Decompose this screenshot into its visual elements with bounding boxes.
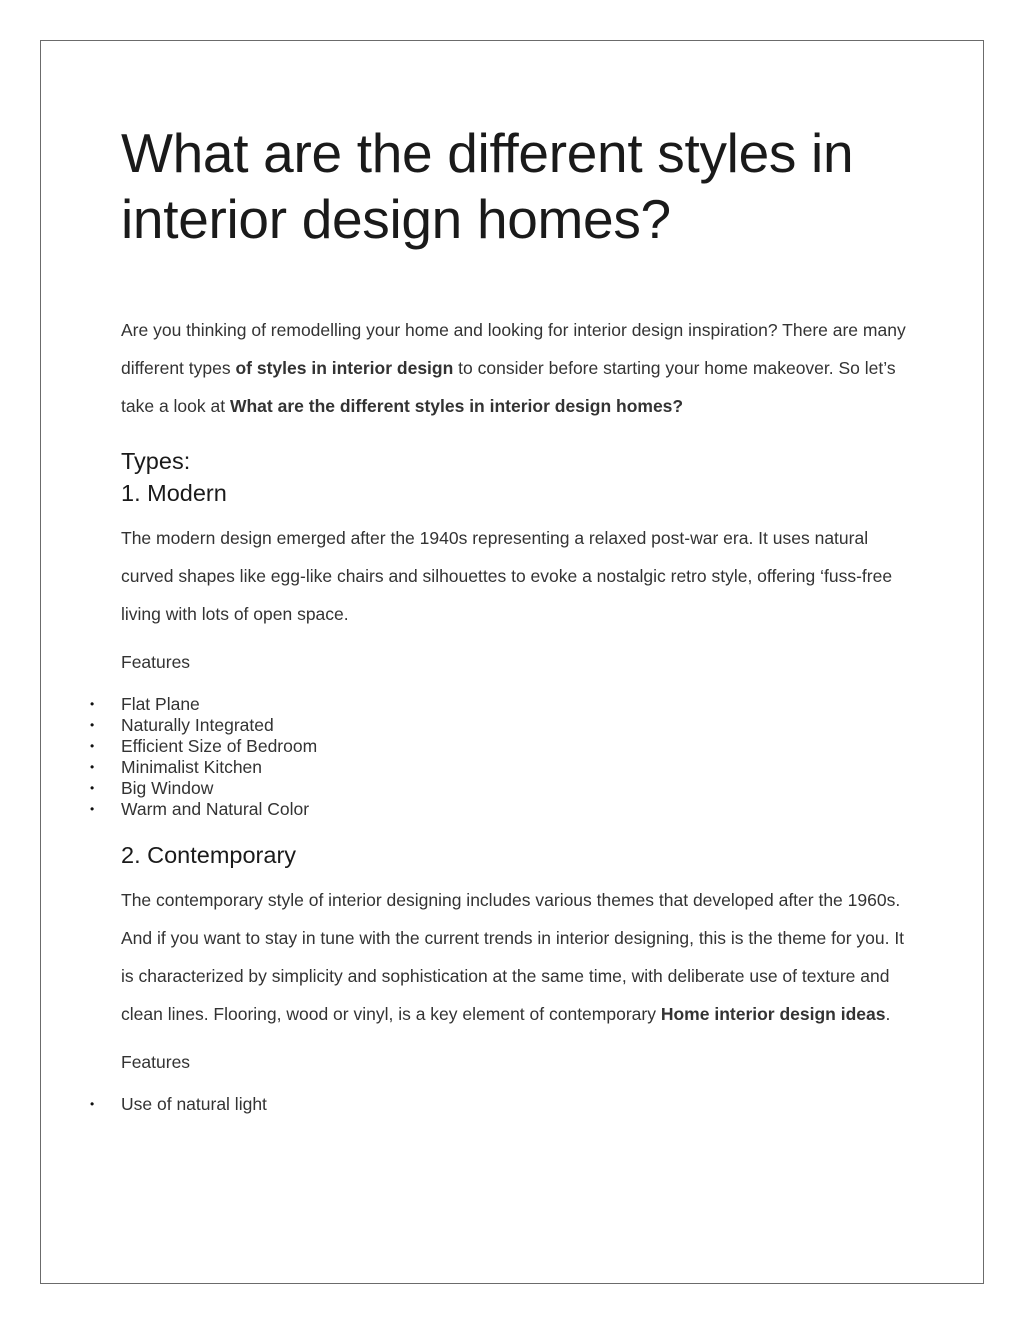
list-item — [90, 694, 911, 715]
types-heading: Types: — [121, 448, 191, 474]
intro-text-1: Are you thinking of remodelling your home and looking for interior design inspiration? There are many different types — [121, 320, 906, 378]
contemporary-bold-link: Home interior design ideas — [660, 1004, 886, 1024]
list-item — [90, 757, 911, 778]
intro-bold-styles: of styles in interior design — [235, 358, 454, 378]
list-item — [90, 1094, 911, 1115]
contemporary-section — [90, 839, 911, 1115]
modern-features-list — [90, 694, 911, 820]
feature-text: Flat Plane — [121, 694, 200, 714]
bullet-icon: • — [90, 1097, 95, 1111]
list-item — [90, 799, 911, 820]
contemporary-text-1: The contemporary style of interior designing includes various themes that developed after the 1960s. And if you want to stay in tune with the current trends in interior designing, this is the theme for you. It is characterized by simplicity and sophistication at the same time, with deliberate use of texture and clean lines. Flooring, wood or vinyl, is a key element of contemporary — [121, 890, 905, 1024]
bullet-icon: • — [90, 802, 95, 816]
types-section — [90, 445, 911, 820]
modern-paragraph: The modern design emerged after the 1940s representing a relaxed post-war era. It uses natural curved shapes like egg-like chairs and silhouettes to evoke a nostalgic retro style, offering ‘fuss-free living with lots of open space. — [121, 528, 893, 624]
intro-text-2: to consider before starting your home makeover. So let’s take a look at — [121, 358, 896, 416]
feature-text: Efficient Size of Bedroom — [121, 736, 318, 756]
feature-text: Big Window — [121, 778, 214, 798]
contemporary-text-2: . — [885, 1004, 891, 1024]
feature-text: Naturally Integrated — [121, 715, 274, 735]
bullet-icon: • — [90, 697, 95, 711]
feature-text: Minimalist Kitchen — [121, 757, 263, 777]
bullet-icon: • — [90, 781, 95, 795]
bullet-icon: • — [90, 739, 95, 753]
contemporary-features-list — [90, 1094, 911, 1115]
section-heading-modern: 1. Modern — [121, 480, 227, 506]
list-item — [90, 778, 911, 799]
feature-text: Warm and Natural Color — [121, 799, 310, 819]
section-heading-contemporary: 2. Contemporary — [121, 842, 297, 868]
bullet-icon: • — [90, 718, 95, 732]
list-item — [90, 736, 911, 757]
contemporary-features-label: Features — [121, 1052, 191, 1072]
page-title: What are the different styles in interior design homes? — [121, 122, 854, 250]
bullet-icon: • — [90, 760, 95, 774]
contemporary-paragraph — [121, 881, 911, 1033]
intro-bold-question: What are the different styles in interior design homes? — [229, 396, 684, 416]
modern-features-label: Features — [121, 652, 191, 672]
intro-paragraph — [121, 311, 911, 425]
feature-text: Use of natural light — [121, 1094, 267, 1114]
list-item — [90, 715, 911, 736]
document-body — [90, 120, 911, 1115]
